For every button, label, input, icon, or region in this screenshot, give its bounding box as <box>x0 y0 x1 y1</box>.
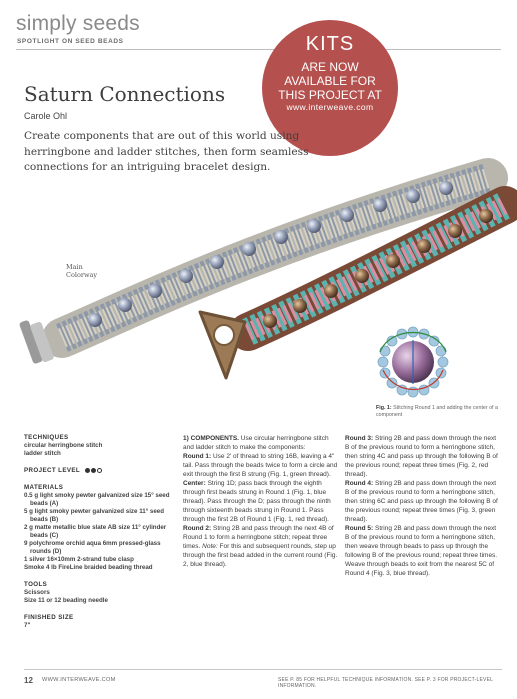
step-text: String 2B and pass down through the next B of the previous round to form a herringbone stitch, then weave through beads to pass up through the following B of the previous round; repeat three times. Weave through beads to exit from the nearest 5C of Round 4 (Fig. 3, blue thread). <box>345 525 498 577</box>
step-round-2 <box>183 524 338 569</box>
kits-line-4: THIS PROJECT AT <box>278 88 382 102</box>
step-heading: Center: <box>183 480 206 487</box>
project-level-label: PROJECT LEVEL <box>24 467 80 474</box>
kits-text <box>262 60 398 102</box>
photo-label <box>66 263 97 279</box>
tool-item: Size 11 or 12 beading needle <box>24 597 108 604</box>
level-dot-filled-icon <box>85 468 90 473</box>
article-author: Carole Ohl <box>24 111 68 121</box>
material-item: 5 g light smoky pewter galvanized size 11° seed beads (B) <box>24 508 165 523</box>
step-round-3 <box>345 434 500 479</box>
step-round-1 <box>183 452 338 479</box>
footer-website-link[interactable]: WWW.INTERWEAVE.COM <box>42 677 116 683</box>
step-center <box>183 479 338 524</box>
header-divider <box>16 49 501 50</box>
project-level-rating <box>85 467 103 475</box>
section-title: simply seeds <box>16 12 140 35</box>
finished-size-value: 7" <box>24 622 31 629</box>
techniques-heading: TECHNIQUES <box>24 434 69 441</box>
step-components <box>183 434 338 452</box>
step-note-label: Note: <box>202 543 218 550</box>
material-item: 1 silver 16×10mm 2-strand tube clasp <box>24 556 134 563</box>
article-title: Saturn Connections <box>24 82 226 106</box>
material-item: 9 polychrome orchid aqua 6mm pressed-glass rounds (D) <box>24 540 161 555</box>
figure-caption <box>376 405 506 419</box>
section-subtitle: SPOTLIGHT ON SEED BEADS <box>17 38 124 45</box>
material-item: 2 g matte metallic blue slate AB size 11° cylinder beads (C) <box>24 524 167 539</box>
material-item: Smoke 4 lb FireLine braided beading thread <box>24 564 153 571</box>
page-number: 12 <box>24 676 33 685</box>
kits-headline: KITS <box>305 33 355 55</box>
step-text: String 2B and pass down through the next B of the previous round to form a herringbone stitch, then string 4C and pass up through the following B of the previous round; repeat three times (Fig. 2, red thread). <box>345 435 498 478</box>
footer-note: SEE P. 85 FOR HELPFUL TECHNIQUE INFORMATION. SEE P. 3 FOR PROJECT-LEVEL INFORMATION. <box>278 677 493 689</box>
step-note: For this and subsequent rounds, step up through the first bead added in the current round (Fig. 2, blue thread). <box>183 543 338 568</box>
finished-size-heading: FINISHED SIZE <box>24 614 74 621</box>
technique-item: ladder stitch <box>24 450 61 457</box>
article-intro: Create components that are out of this world using herringbone and ladder stitches, then form seamless connections for an intriguing bracelet design. <box>24 130 309 173</box>
level-dot-filled-icon <box>91 468 96 473</box>
step-round-4 <box>345 479 500 524</box>
tools-heading: TOOLS <box>24 581 48 588</box>
fig-1-diagram <box>378 327 448 397</box>
materials-sidebar <box>24 434 174 630</box>
kits-url[interactable]: www.interweave.com <box>286 102 374 112</box>
material-item: 0.5 g light smoky pewter galvanized size 15° seed beads (A) <box>24 492 170 507</box>
technique-item: circular herringbone stitch <box>24 442 103 449</box>
tool-item: Scissors <box>24 589 50 596</box>
bracelet-photo <box>0 150 517 440</box>
materials-heading: MATERIALS <box>24 484 64 491</box>
figure-caption-text: Stitching Round 1 and adding the center of a component <box>376 405 498 418</box>
footer-divider <box>24 669 502 670</box>
step-text: Use 2' of thread to string 16B, leaving a 4" tail. Pass through the beads twice to form a circle and exit through the first B strung (Fig. 1, green thread). <box>183 453 338 478</box>
step-text: Use circular herringbone stitch and ladder stitch to make the components: <box>183 435 329 451</box>
step-heading: Round 5: <box>345 525 374 532</box>
step-text: String 2B and pass through the next 4B of Round 1 to form a herringbone stitch; repeat three times. <box>183 525 334 550</box>
step-heading: 1) COMPONENTS. <box>183 435 239 442</box>
step-heading: Round 2: <box>183 525 212 532</box>
figure-label: Fig. 1: <box>376 405 392 411</box>
kits-line-3: AVAILABLE FOR <box>284 74 376 88</box>
step-text: String 1D; pass back through the eighth through first beads strung in Round 1 (Fig. 1, blue thread). Pass through the D; pass through the ninth through sixteenth beads strung in Round 1. Pass through the first 2B of Round 1 (Fig. 1, red thread). <box>183 480 331 523</box>
photo-label-text: Main Colorway <box>66 263 98 279</box>
level-dot-empty-icon <box>97 468 102 473</box>
instructions-column-1 <box>183 434 338 569</box>
instructions-column-2 <box>345 434 500 578</box>
step-heading: Round 1: <box>183 453 212 460</box>
project-level <box>24 467 174 475</box>
step-text: String 2B and pass down through the next B of the previous round to form a herringbone stitch, then string 6C and pass up through the following B of the previous round; repeat three times (Fig. 3, green thread). <box>345 480 498 523</box>
step-round-5 <box>345 524 500 578</box>
step-heading: Round 4: <box>345 480 374 487</box>
step-heading: Round 3: <box>345 435 374 442</box>
kits-line-2: ARE NOW <box>301 60 359 74</box>
